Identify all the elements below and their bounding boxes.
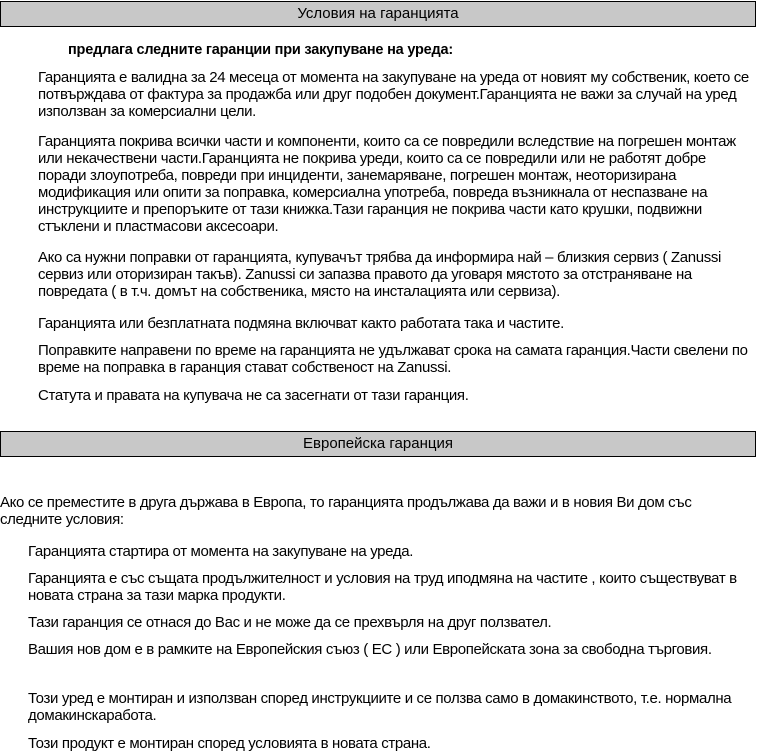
warranty-paragraph: Ако са нужни поправки от гаранцията, купувачът трябва да информира най – близкия сервиз ( Zanussi сервиз или оторизиран такъв). Zanussi си запазва правото да уговаря мястото за отстраняване на повредата ( в т.ч. домът на собственика, място на инсталацията или сервиза).	[38, 249, 722, 300]
warranty-conditions-header	[0, 1, 756, 27]
warranty-paragraph: Гаранцията е валидна за 24 месеца от момента на закупуване на уреда от новият му собственик, което се потвърждава от фактура за продажба или друг подобен документ.Гаранцията не важи за случай на уред използван за комерсиални цели.	[38, 69, 749, 120]
european-condition: Вашия нов дом е в рамките на Европейския съюз ( ЕС ) или Европейската зона за свободна търговия.	[28, 641, 712, 658]
european-warranty-title: Европейска гаранция	[303, 435, 453, 452]
european-warranty-header	[0, 431, 756, 457]
european-condition: Гаранцията е със същата продължителност и условия на труд иподмяна на частите , които съществуват в новата страна за тази марка продукти.	[28, 570, 737, 604]
warranty-paragraph: Поправките направени по време на гаранцията не удължават срока на самата гаранция.Части свелени по време на поправка в гаранция стават собственост на Zanussi.	[38, 342, 748, 376]
european-condition: Гаранцията стартира от момента на закупуване на уреда.	[28, 543, 414, 560]
european-condition: Този уред е монтиран и използван според инструкциите и се ползва само в домакинството, т.е. нормална домакинскаработа.	[28, 690, 732, 724]
warranty-conditions-title: Условия на гаранцията	[297, 5, 459, 22]
warranty-paragraph: Статута и правата на купувача не са засегнати от тази гаранция.	[38, 387, 469, 404]
warranty-paragraph: Гаранцията покрива всички части и компоненти, които са се повредили вследствие на погрешен монтаж или некачествени части.Гаранцията не покрива уреди, които са се повредили или не работят добре поради злоупотреба, повреди при инциденти, занемаряване, погрешен монтаж, неоторизирана модификация или опити за поправка, комерсиална употреба, повреда възникнала от неспазване на инструкциите и препоръките от тази книжка.Тази гаранция не покрива части като крушки, подвижни стъклени и пластмасови аксесоари.	[38, 133, 736, 235]
european-intro: Ако се преместите в друга държава в Европа, то гаранцията продължава да важи и в новия Ви дом със следните условия:	[0, 494, 692, 528]
warranty-intro: предлага следните гаранции при закупуване на уреда:	[68, 42, 454, 58]
warranty-paragraph: Гаранцията или безплатната подмяна включват както работата така и частите.	[38, 315, 564, 332]
european-condition: Този продукт е монтиран според условията в новата страна.	[28, 735, 431, 752]
european-condition: Тази гаранция се отнася до Вас и не може да се прехвърля на друг ползвател.	[28, 614, 552, 631]
